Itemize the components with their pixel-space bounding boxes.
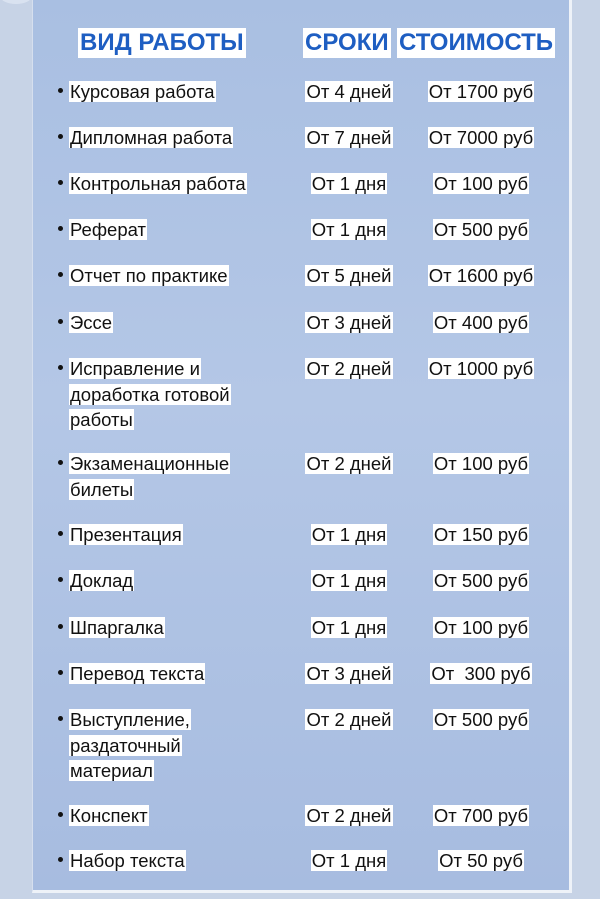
bullet-icon — [58, 624, 63, 629]
cost-value: От 1700 руб — [428, 81, 534, 102]
term-value: От 1 дня — [311, 617, 387, 638]
cost-value: От 1000 руб — [428, 358, 534, 379]
bullet-icon — [58, 88, 63, 93]
cost-value: От 500 руб — [433, 219, 529, 240]
header-cost: СТОИМОСТЬ — [399, 29, 554, 56]
work-type-label: Доклад — [70, 570, 134, 591]
term-value: От 7 дней — [306, 127, 392, 148]
bullet-icon — [58, 812, 63, 817]
term-value: От 1 дня — [311, 850, 387, 871]
cost-value: От 100 руб — [433, 617, 529, 638]
term-value: От 3 дней — [306, 663, 392, 684]
term-value: От 1 дня — [311, 219, 387, 240]
term-value: От 2 дней — [306, 709, 392, 730]
table-row — [0, 356, 600, 436]
bullet-icon — [58, 319, 63, 324]
work-type-label: Перевод текста — [70, 663, 205, 684]
work-type-label: Исправление и доработка готовой работы — [70, 358, 230, 430]
work-type-label: Экзаменационные билеты — [70, 453, 230, 500]
bullet-icon — [58, 460, 63, 465]
work-type-label: Шпаргалка — [70, 617, 164, 638]
cost-value: От 1600 руб — [428, 265, 534, 286]
term-value: От 2 дней — [306, 453, 392, 474]
cost-value: От 500 руб — [433, 570, 529, 591]
bullet-icon — [58, 134, 63, 139]
table-row — [0, 848, 600, 899]
cost-value: От 7000 руб — [428, 127, 534, 148]
work-type-label: Эссе — [70, 312, 113, 333]
bullet-icon — [58, 857, 63, 862]
term-value: От 3 дней — [306, 312, 392, 333]
work-type-label: Выступление, раздаточный материал — [70, 709, 190, 781]
term-value: От 1 дня — [311, 173, 387, 194]
cost-value: От 100 руб — [433, 173, 529, 194]
cost-value: От 50 руб — [439, 850, 523, 871]
work-type-label: Курсовая работа — [70, 81, 215, 102]
work-type-label: Дипломная работа — [70, 127, 233, 148]
bullet-icon — [58, 272, 63, 277]
corner-decoration — [0, 0, 32, 4]
work-type-label: Реферат — [70, 219, 146, 240]
work-type-label: Контрольная работа — [70, 173, 246, 194]
work-type-label: Презентация — [70, 524, 182, 545]
bullet-icon — [58, 180, 63, 185]
cost-value: От 300 руб — [431, 663, 531, 684]
bullet-icon — [58, 670, 63, 675]
cost-value: От 700 руб — [433, 805, 529, 826]
bullet-icon — [58, 365, 63, 370]
term-value: От 2 дней — [306, 805, 392, 826]
cost-value: От 400 руб — [433, 312, 529, 333]
header-terms: СРОКИ — [305, 29, 389, 56]
cost-value: От 100 руб — [433, 453, 529, 474]
bullet-icon — [58, 716, 63, 721]
work-type-label: Конспект — [70, 805, 148, 826]
term-value: От 1 дня — [311, 524, 387, 545]
work-type-label: Отчет по практике — [70, 265, 228, 286]
header-work-type: ВИД РАБОТЫ — [80, 29, 244, 56]
table-row — [0, 707, 600, 787]
bullet-icon — [58, 531, 63, 536]
cost-value: От 150 руб — [433, 524, 529, 545]
bullet-icon — [58, 577, 63, 582]
work-type-label: Набор текста — [70, 850, 185, 871]
term-value: От 2 дней — [306, 358, 392, 379]
term-value: От 4 дней — [306, 81, 392, 102]
term-value: От 5 дней — [306, 265, 392, 286]
term-value: От 1 дня — [311, 570, 387, 591]
table-row — [0, 451, 600, 531]
cost-value: От 500 руб — [433, 709, 529, 730]
bullet-icon — [58, 226, 63, 231]
